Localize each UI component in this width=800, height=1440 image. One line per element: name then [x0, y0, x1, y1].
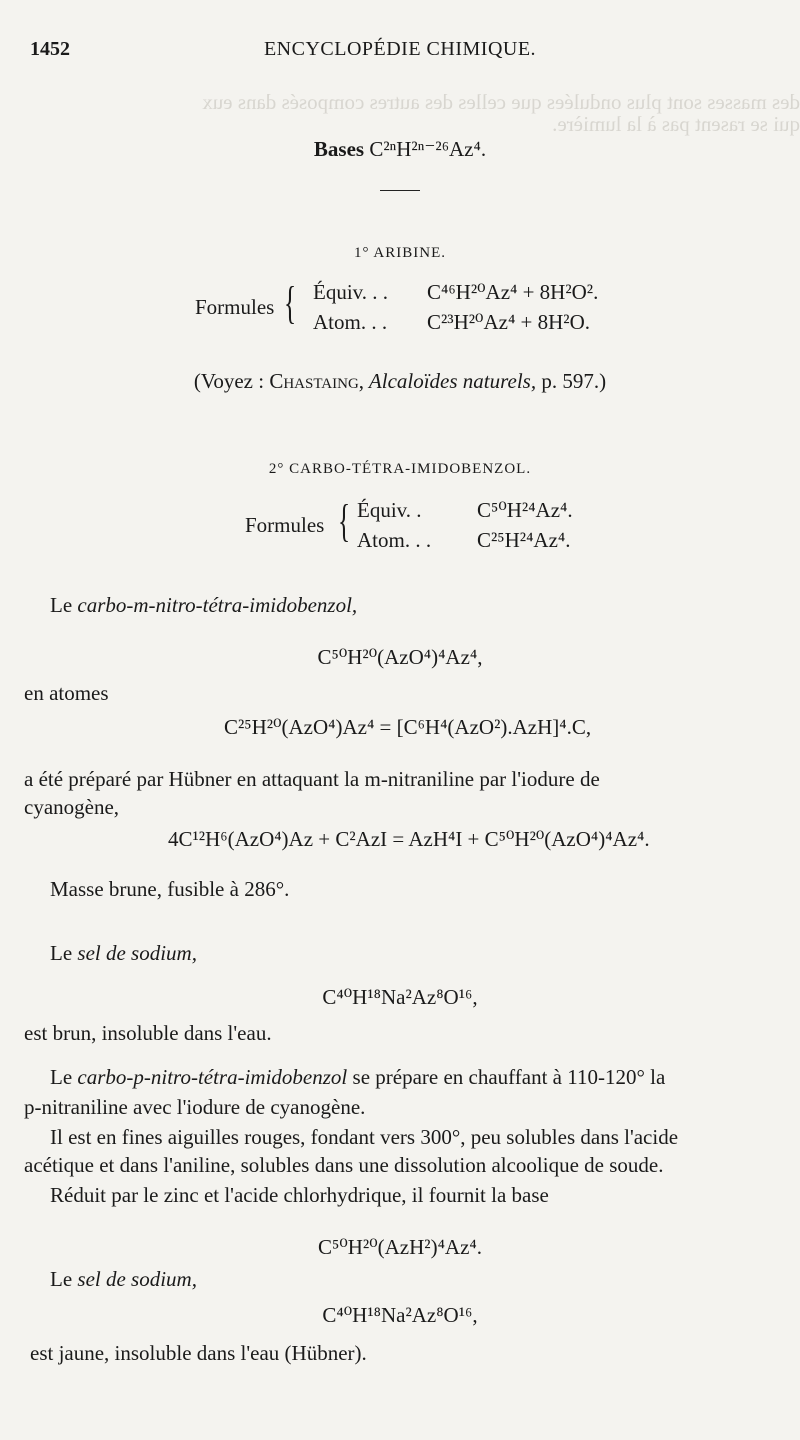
equiv-formula: C⁴⁶H²⁰Az⁴ + 8H²O². [427, 280, 599, 304]
formula-line: C⁵⁰H²⁰(AzO⁴)⁴Az⁴, [317, 645, 483, 669]
atom-formula: C²⁵H²⁴Az⁴. [477, 528, 571, 552]
sel2-pre: Le [50, 1267, 78, 1291]
atom-label: Atom. . . [313, 310, 388, 334]
section-title-word: Bases [313, 137, 365, 161]
running-header [30, 38, 770, 64]
section-title [0, 136, 800, 162]
ref-title: Alcaloïdes naturels, [364, 369, 537, 393]
text-line: acétique et dans l'aniline, solubles dans une dissolution alcoolique de soude. [24, 1153, 664, 1177]
ref-close: p. 597.) [536, 369, 607, 393]
p-pre: Le [50, 1065, 78, 1089]
formula-line: C²⁵H²⁰(AzO⁴)Az⁴ = [C⁶H⁴(AzO²).AzH]⁴.C, [224, 715, 592, 739]
brace-symbol: { [283, 277, 297, 328]
formula-line: C⁵⁰H²⁰(AzH²)⁴Az⁴. [318, 1235, 482, 1259]
atom-label: Atom. . . [357, 528, 432, 552]
text-line: p-nitraniline avec l'iodure de cyanogène. [24, 1095, 366, 1119]
paragraph-sel2 [50, 1266, 197, 1292]
bleed-through-line: des masses sont plus ondulées que celles des autres composés dans eux [202, 90, 800, 114]
formulas-label: Formules [245, 513, 325, 537]
section-title-formula: C²ⁿH²ⁿ⁻²⁶Az⁴. [369, 137, 487, 161]
page-number: 1452 [30, 38, 70, 60]
text-line: Il est en fines aiguilles rouges, fondant vers 300°, peu solubles dans l'acide [50, 1125, 679, 1149]
sel-name: sel de sodium, [77, 941, 197, 965]
ref-author: Chastaing, [269, 369, 365, 393]
formulas-label: Formules [195, 295, 275, 319]
formula-line: C⁴⁰H¹⁸Na²Az⁸O¹⁶, [322, 985, 478, 1009]
para-compound-name: carbo-p-nitro-tétra-imidobenzol [77, 1065, 348, 1089]
running-title: ENCYCLOPÉDIE CHIMIQUE. [263, 38, 537, 60]
p-rest: se prépare en chauffant à 110-120° la [347, 1065, 666, 1089]
paragraph-sel [50, 940, 197, 966]
section-rule [380, 190, 420, 191]
equiv-label: Équiv. . . [313, 280, 389, 304]
equiv-formula: C⁵⁰H²⁴Az⁴. [477, 498, 573, 522]
aribine-heading: 1° ARIBINE. [354, 245, 446, 261]
text-line: est brun, insoluble dans l'eau. [24, 1021, 272, 1045]
atom-formula: C²³H²⁰Az⁴ + 8H²O. [427, 310, 591, 334]
sel2-name: sel de sodium, [77, 1267, 197, 1291]
aribine-reference [0, 368, 800, 394]
text-line: cyanogène, [24, 795, 120, 819]
text-line: Réduit par le zinc et l'acide chlorhydrique, il fournit la base [50, 1183, 549, 1207]
bleed-through-line: qui se rasent pas à la lumière. [552, 112, 800, 136]
reaction-equation: 4C¹²H⁶(AzO⁴)Az + C²AzI = AzH⁴I + C⁵⁰H²⁰(AzO⁴)⁴Az⁴. [168, 827, 650, 851]
formula-line: C⁴⁰H¹⁸Na²Az⁸O¹⁶, [322, 1303, 478, 1327]
text-line: est jaune, insoluble dans l'eau (Hübner). [30, 1341, 367, 1365]
compound-name: carbo-m-nitro-tétra-imidobenzol, [77, 593, 358, 617]
intro-pre: Le [50, 593, 78, 617]
brace-symbol: { [337, 495, 351, 546]
text-line: a été préparé par Hübner en attaquant la m-nitraniline par l'iodure de [24, 767, 600, 791]
ref-open: (Voyez : [193, 369, 270, 393]
paragraph-intro [50, 592, 357, 618]
equiv-label: Équiv. . [357, 498, 422, 522]
carbo-heading: 2° CARBO-TÉTRA-IMIDOBENZOL. [268, 461, 532, 477]
paragraph-para [50, 1064, 665, 1090]
text-line: en atomes [24, 681, 109, 705]
sel-pre: Le [50, 941, 78, 965]
text-line: Masse brune, fusible à 286°. [50, 877, 290, 901]
